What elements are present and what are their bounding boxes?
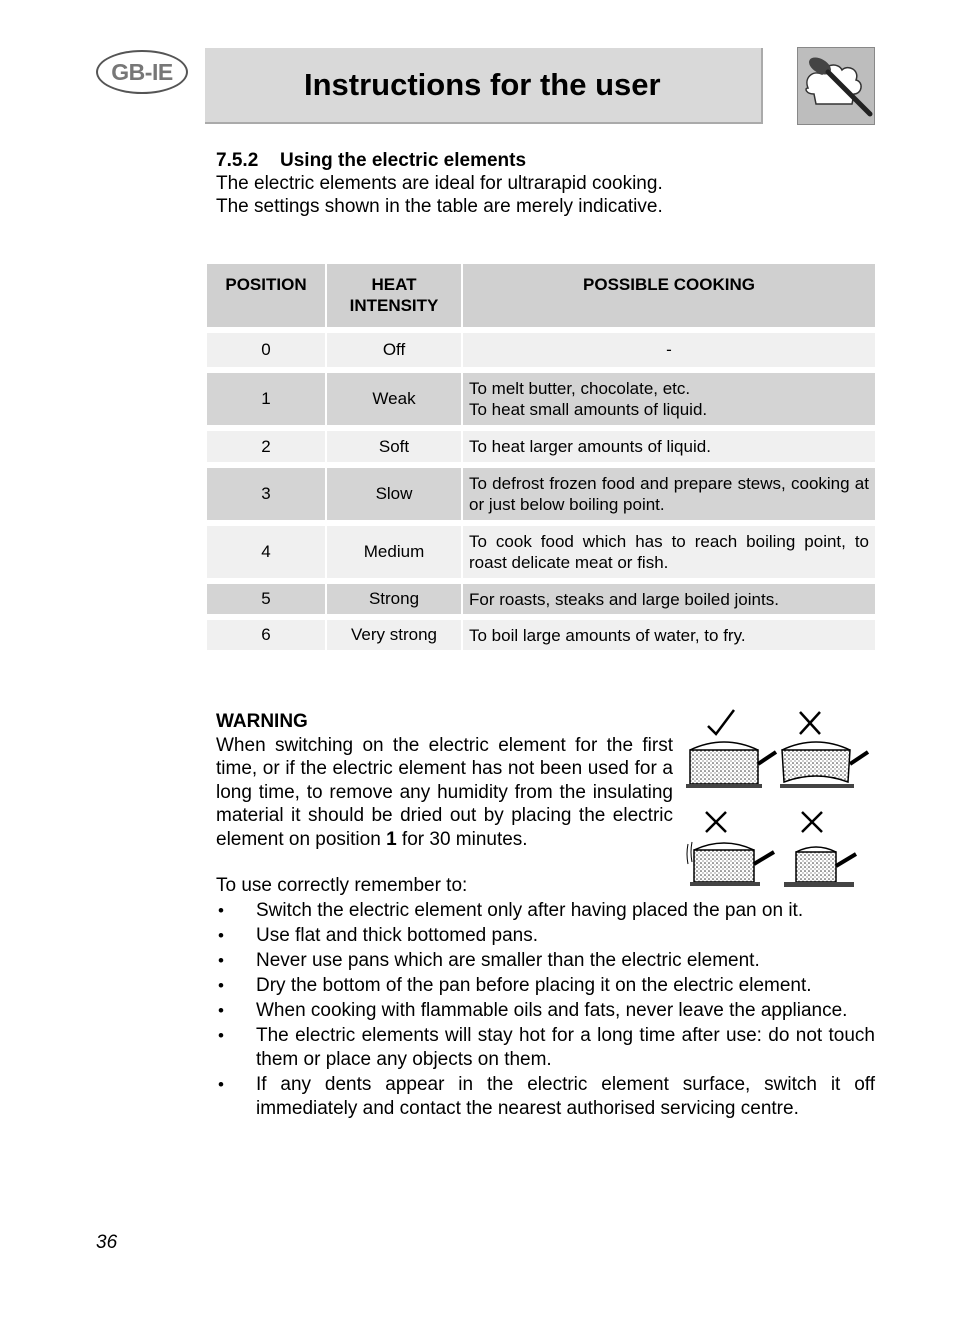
cell-cooking: To melt butter, chocolate, etc. To heat small amounts of liquid. <box>463 373 875 425</box>
list-item: • Switch the electric element only after having placed the pan on it. <box>216 899 875 923</box>
section-title: Using the electric elements <box>280 150 527 171</box>
page-number: 36 <box>96 1232 118 1253</box>
column-header-position: POSITION <box>207 264 325 327</box>
table-row <box>207 468 875 520</box>
cross-icon <box>802 812 822 832</box>
cross-icon <box>800 712 820 734</box>
pan-correct <box>686 742 776 788</box>
cell-position: 1 <box>207 373 325 425</box>
heat-settings-table <box>205 262 877 652</box>
cell-cooking: To defrost frozen food and prepare stews, cooking at or just below boiling point. <box>463 468 875 520</box>
cell-position: 3 <box>207 468 325 520</box>
warning-text <box>216 734 673 852</box>
warning-title: WARNING <box>216 711 308 732</box>
pan-usage-illustration <box>684 706 874 890</box>
cell-position: 5 <box>207 584 325 614</box>
cell-position: 4 <box>207 526 325 578</box>
section-intro <box>216 149 663 218</box>
cell-cooking: For roasts, steaks and large boiled joints. <box>463 584 875 614</box>
cell-cooking: - <box>463 333 875 367</box>
cell-position: 0 <box>207 333 325 367</box>
list-item: • Never use pans which are smaller than the electric element. <box>216 949 875 973</box>
section-number: 7.5.2 <box>216 150 259 171</box>
pan-incorrect <box>780 742 868 788</box>
list-item: • When cooking with flammable oils and fats, never leave the appliance. <box>216 999 875 1023</box>
table-row <box>207 526 875 578</box>
warning-block <box>216 710 673 851</box>
warning-text-before: When switching on the electric element for the first time, or if the electric element has not been used for a long time, to remove any humidity from the insulating material it should be dried out by placing the electric element on position <box>216 734 673 850</box>
list-item: • Use flat and thick bottomed pans. <box>216 924 875 948</box>
cell-cooking: To boil large amounts of water, to fry. <box>463 620 875 650</box>
cell-intensity: Strong <box>327 584 461 614</box>
pan-incorrect <box>784 847 856 887</box>
warning-text-after: for 30 minutes. <box>396 828 528 850</box>
remember-intro: To use correctly remember to: <box>216 875 468 896</box>
intro-line: The electric elements are ideal for ultrarapid cooking. <box>216 173 663 194</box>
usage-tips-list <box>216 899 875 1122</box>
cell-position: 2 <box>207 431 325 462</box>
cell-cooking: To cook food which has to reach boiling point, to roast delicate meat or fish. <box>463 526 875 578</box>
cell-intensity: Medium <box>327 526 461 578</box>
column-header-cooking: POSSIBLE COOKING <box>463 264 875 327</box>
column-header-intensity: HEAT INTENSITY <box>327 264 461 327</box>
table-row <box>207 620 875 650</box>
table-row <box>207 431 875 462</box>
chef-spoon-icon <box>797 47 875 125</box>
cell-intensity: Soft <box>327 431 461 462</box>
list-item: • Dry the bottom of the pan before placing it on the electric element. <box>216 974 875 998</box>
cell-position: 6 <box>207 620 325 650</box>
section-heading <box>216 149 663 172</box>
table-row <box>207 584 875 614</box>
warning-position-value: 1 <box>386 828 397 850</box>
table-row <box>207 333 875 367</box>
cell-intensity: Slow <box>327 468 461 520</box>
page-title: Instructions for the user <box>304 67 661 102</box>
cross-icon <box>706 812 726 832</box>
list-item: • The electric elements will stay hot for a long time after use: do not touch them or place any objects on them. <box>216 1024 875 1072</box>
page-header <box>205 48 763 124</box>
cell-intensity: Off <box>327 333 461 367</box>
region-badge: GB-IE <box>96 50 188 94</box>
cell-intensity: Very strong <box>327 620 461 650</box>
intro-line: The settings shown in the table are merely indicative. <box>216 196 663 217</box>
table-row <box>207 373 875 425</box>
check-icon <box>708 710 734 734</box>
cell-cooking: To heat larger amounts of liquid. <box>463 431 875 462</box>
table-header-row <box>207 264 875 327</box>
pan-incorrect <box>687 842 774 886</box>
cell-intensity: Weak <box>327 373 461 425</box>
list-item: • If any dents appear in the electric element surface, switch it off immediately and contact the nearest authorised servicing centre. <box>216 1073 875 1121</box>
